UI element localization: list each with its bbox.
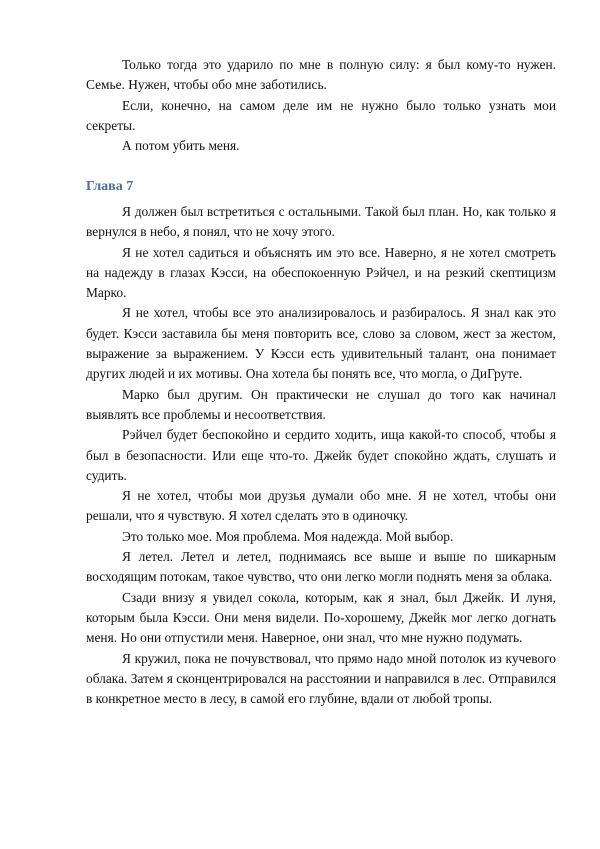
chapter-text (86, 202, 556, 709)
paragraph: А потом убить меня. (122, 138, 240, 154)
paragraph: Это только мое. Моя проблема. Моя надежда. Мой выбор. (122, 528, 454, 544)
paragraph: Я кружил, пока не почувствовал, что прямо надо мной потолок из кучевого облака. Затем я сконцентрировался на расстоянии и направился в лес. Отправился в конкретное место в лесу, в самой его глубине, вдали от любой тропы. (86, 650, 556, 707)
intro-text (86, 55, 556, 156)
paragraph: Я должен был встретиться с остальными. Такой был план. Но, как только я вернулся в небо, я понял, что не хочу этого. (86, 204, 556, 240)
paragraph: Если, конечно, на самом деле им не нужно было только узнать мои секреты. (86, 97, 556, 133)
paragraph: Рэйчел будет беспокойно и сердито ходить, ища какой-то способ, чтобы я был в безопасности. Или еще что-то. Джейк будет спокойно ждать, слушать и судить. (86, 427, 556, 483)
paragraph: Я не хотел, чтобы мои друзья думали обо мне. Я не хотел, чтобы они решали, что я чувствую. Я хотел сделать это в одиночку. (86, 488, 556, 524)
paragraph: Сзади внизу я увидел сокола, которым, как я знал, был Джейк. И луня, которым была Кэсси. Они меня видели. По-хорошему, Джейк мог легко догнать меня. Но они отпустили меня. Наверное, они знал, что мне нужно подумать. (86, 589, 556, 646)
paragraph: Я летел. Летел и летел, поднимаясь все выше и выше по шикарным восходящим потокам, такое чувство, что они легко могли поднять меня за облака. (86, 549, 556, 585)
paragraph: Я не хотел, чтобы все это анализировалось и разбиралось. Я знал как это будет. Кэсси заставила бы меня повторить все, слово за словом, жест за жестом, выражение за выражением. У Кэсси есть удивительный талант, она понимает других людей и их мотивы. Она хотела бы понять все, что могла, о ДиГруте. (86, 305, 556, 382)
paragraph: Только тогда это ударило по мне в полную силу: я был кому-то нужен. Семье. Нужен, чтобы обо мне заботились. (86, 57, 556, 93)
paragraph: Марко был другим. Он практически не слушал до того как начинал выявлять все проблемы и несоответствия. (86, 386, 556, 422)
chapter-heading: Глава 7 (86, 179, 134, 194)
paragraph: Я не хотел садиться и объяснять им это все. Наверно, я не хотел смотреть на надежду в глазах Кэсси, на обеспокоенную Рэйчел, и на резкий скептицизм Марко. (86, 244, 556, 301)
